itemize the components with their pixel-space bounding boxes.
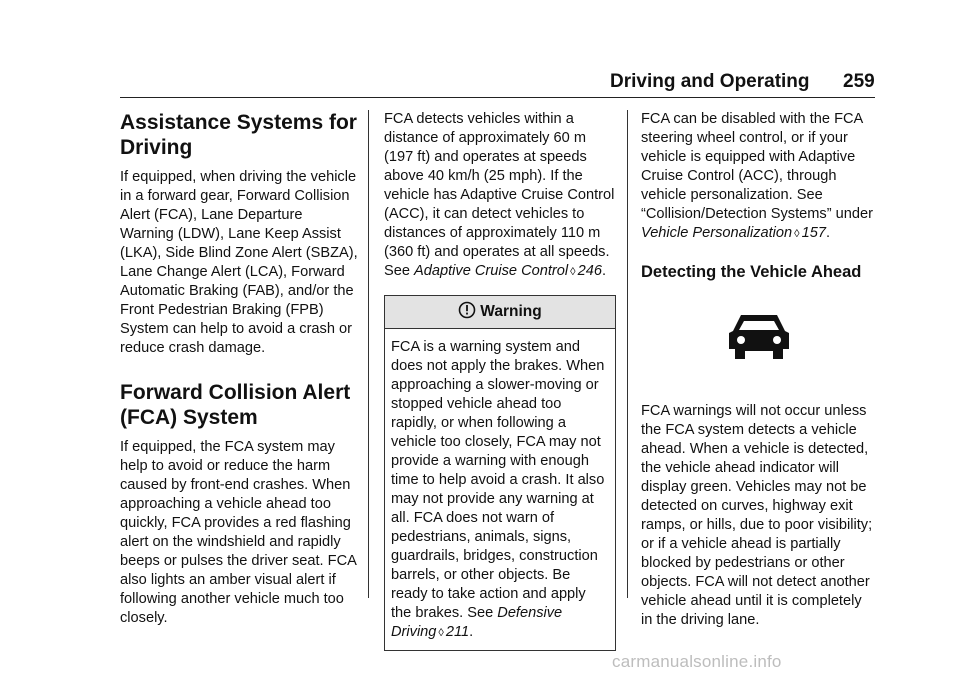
page-ref-number[interactable]: 157 — [801, 225, 826, 241]
column-3 — [641, 110, 877, 630]
page-ref-number[interactable]: 211 — [445, 624, 470, 640]
section-title: Driving and Operating — [610, 71, 810, 92]
page-ref-number[interactable]: 246 — [577, 263, 602, 279]
warning-icon — [458, 301, 476, 324]
warning-header — [385, 296, 615, 329]
page-number: 259 — [843, 71, 875, 92]
paragraph-fca-intro: If equipped, the FCA system may help to avoid or reduce the harm caused by front-end crashes. When approaching a vehicle ahead too quickly, FCA provides a red flashing alert on the windshield and rapidly beeps or pulses the driver seat. FCA also lights an amber visual alert if following another vehicle much too closely. — [120, 439, 357, 626]
vehicle-ahead-icon — [727, 348, 791, 365]
warning-text: FCA is a warning system and does not apply the brakes. When approaching a slower-moving or stopped vehicle ahead too rapidly, or when following a vehicle too closely, FCA may not provide a warning with enough time to help avoid a crash. It also may not provide any warning at all. FCA does not warn of pedestrians, animals, signs, guardrails, bridges, construction barrels, or other objects. Be ready to take action and apply the brakes. See — [391, 339, 605, 621]
period: . — [601, 263, 607, 279]
column-divider-2 — [627, 110, 628, 598]
link-vehicle-personalization[interactable]: Vehicle Personalization — [641, 225, 793, 241]
paragraph-fca-detection — [384, 110, 616, 282]
warning-box — [384, 295, 616, 651]
period: . — [825, 225, 831, 241]
link-adaptive-cruise-control[interactable]: Adaptive Cruise Control — [414, 263, 569, 279]
vehicle-ahead-indicator — [641, 282, 877, 386]
detection-text: FCA detects vehicles within a distance of approximately 60 m (197 ft) and operates at speeds above 40 km/h (25 mph). If the vehicle has Adaptive Cruise Control (ACC), it can detect vehicles to distances of approximately 110 m (360 ft) and operates at all speeds. See — [384, 111, 615, 279]
page-ref-arrow-icon: ◊ — [794, 228, 800, 240]
heading-assistance-systems: Assistance Systems for Driving — [120, 111, 357, 159]
header-rule — [120, 97, 875, 98]
page-ref-arrow-icon: ◊ — [438, 627, 444, 639]
warning-title: Warning — [480, 303, 542, 320]
page-header — [0, 70, 960, 100]
watermark: carmanualsonline.info — [612, 652, 782, 671]
paragraph-fca-disable — [641, 110, 877, 244]
period: . — [469, 624, 474, 640]
heading-fca-system: Forward Collision Alert (FCA) System — [120, 381, 351, 429]
heading-detecting-vehicle-ahead: Detecting the Vehicle Ahead — [641, 263, 862, 281]
paragraph-fca-warnings: FCA warnings will not occur unless the FCA system detects a vehicle ahead. When a vehicle is detected, the vehicle ahead indicator will display green. Vehicles may not be detected on curves, highway exit ramps, or hills, due to poor visibility; or if a vehicle ahead is partially blocked by pedestrians or other objects. FCA will not detect another vehicle ahead until it is completely in the driving lane. — [641, 403, 873, 628]
warning-body — [385, 329, 615, 650]
column-divider-1 — [368, 110, 369, 598]
column-2 — [384, 110, 616, 651]
link-defensive-driving[interactable]: Defensive Driving — [391, 605, 563, 640]
column-1 — [120, 110, 360, 628]
page-ref-arrow-icon: ◊ — [570, 266, 576, 278]
disable-text: FCA can be disabled with the FCA steering wheel control, or if your vehicle is equipped with Adaptive Cruise Control (ACC), through vehicle personalization. See “Collision/Detection Systems” under — [641, 111, 873, 222]
paragraph-assistance-intro: If equipped, when driving the vehicle in a forward gear, Forward Collision Alert (FCA), Lane Departure Warning (LDW), Lane Keep Assist (LKA), Side Blind Zone Alert (SBZA), Lane Change Alert (LCA), Forward Automatic Braking (FAB), and/or the Front Pedestrian Braking (FPB) System can help to avoid a crash or reduce crash damage. — [120, 169, 358, 356]
